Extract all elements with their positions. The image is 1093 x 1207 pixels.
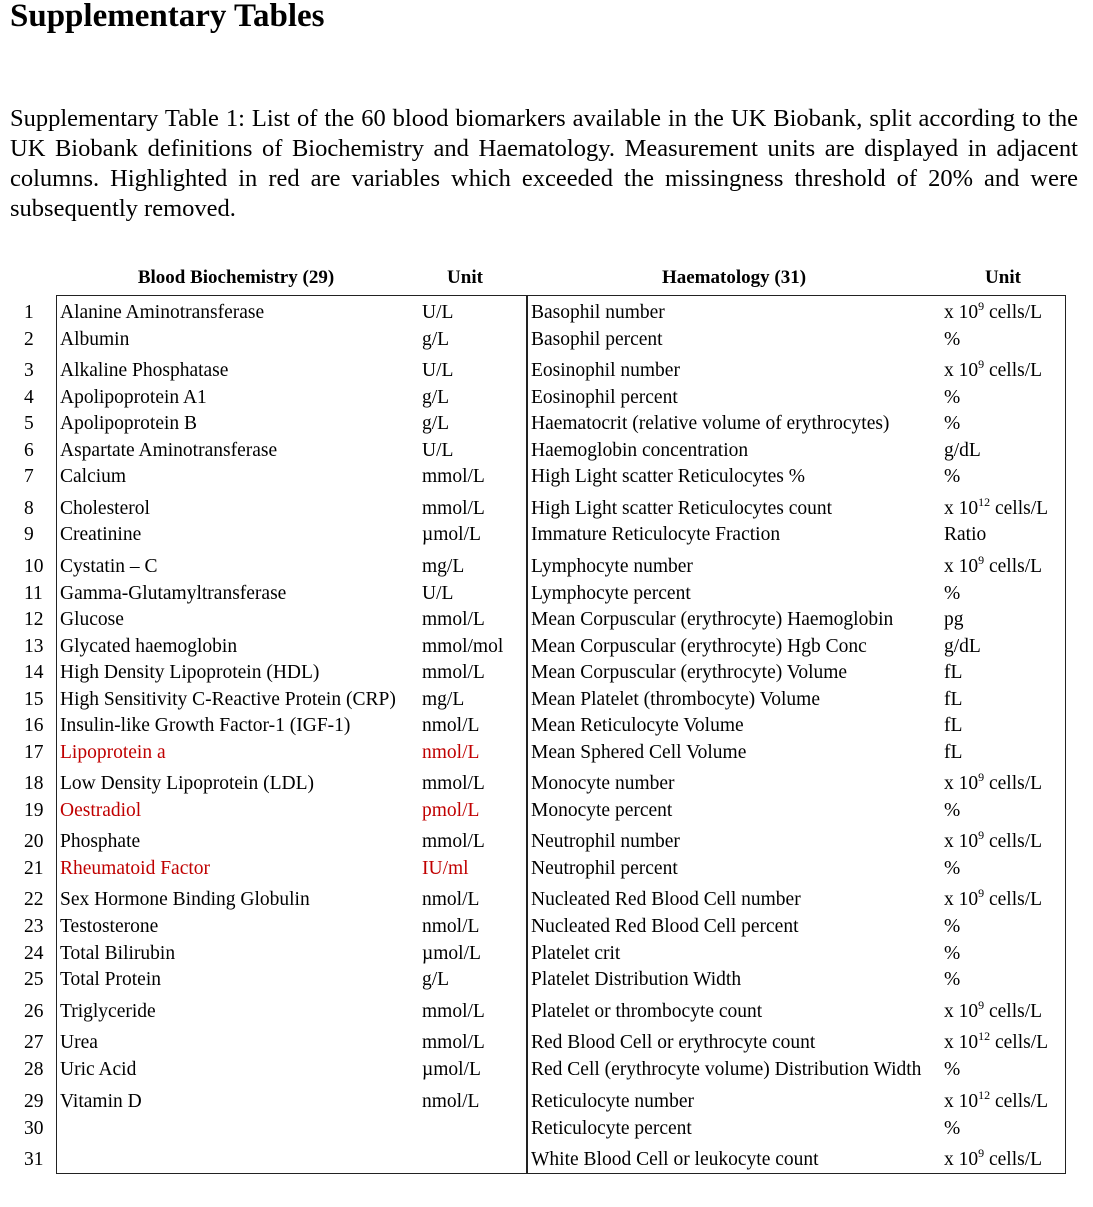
haematology-unit <box>944 660 962 686</box>
haematology-unit <box>944 856 960 882</box>
biochemistry-marker: High Density Lipoprotein (HDL) <box>60 662 320 683</box>
haematology-unit <box>944 464 960 490</box>
table-row <box>0 829 1093 855</box>
haematology-unit <box>944 607 964 633</box>
header-biochemistry: Blood Biochemistry (29) <box>137 267 335 288</box>
unit-suffix: cells/L <box>990 498 1049 519</box>
table-row <box>0 713 1093 739</box>
unit-suffix: cells/L <box>984 773 1043 794</box>
table-row <box>0 740 1093 766</box>
row-number: 29 <box>24 1091 44 1112</box>
table-row <box>0 771 1093 797</box>
row-number: 31 <box>24 1149 44 1170</box>
unit-exponent: 9 <box>978 1146 985 1160</box>
unit-base: x 10 <box>944 498 979 519</box>
row-number: 19 <box>24 800 44 821</box>
haematology-unit <box>944 713 962 739</box>
haematology-unit <box>944 1030 1048 1056</box>
haematology-unit <box>944 1116 960 1142</box>
table-row <box>0 1147 1093 1173</box>
header-haematology-unit: Unit <box>985 267 1021 288</box>
row-number: 14 <box>24 662 44 683</box>
unit-base: % <box>944 387 961 408</box>
unit-base: % <box>944 1059 961 1080</box>
table-row <box>0 300 1093 326</box>
table-row <box>0 798 1093 824</box>
biochemistry-marker: Sex Hormone Binding Globulin <box>60 889 310 910</box>
table-row <box>0 634 1093 660</box>
biochemistry-marker: Alkaline Phosphatase <box>60 360 229 381</box>
biochemistry-marker: High Sensitivity C-Reactive Protein (CRP) <box>60 689 396 710</box>
unit-base: % <box>944 800 961 821</box>
biochemistry-unit: U/L <box>422 360 454 381</box>
biochemistry-unit: mmol/L <box>422 773 485 794</box>
unit-base: fL <box>944 662 963 683</box>
biochemistry-unit: nmol/L <box>422 916 480 937</box>
biochemistry-unit: mmol/mol <box>422 636 504 657</box>
haematology-unit <box>944 829 1042 855</box>
table-row <box>0 554 1093 580</box>
unit-suffix: cells/L <box>984 831 1043 852</box>
haematology-marker: Haemoglobin concentration <box>531 440 749 461</box>
haematology-marker: Platelet crit <box>531 943 621 964</box>
haematology-unit <box>944 771 1042 797</box>
unit-suffix: cells/L <box>984 1149 1043 1170</box>
biochemistry-marker: Creatinine <box>60 524 142 545</box>
row-number: 5 <box>24 413 34 434</box>
unit-exponent: 9 <box>978 886 985 900</box>
table-row <box>0 411 1093 437</box>
biochemistry-marker: Total Bilirubin <box>60 943 176 964</box>
biochemistry-marker: Apolipoprotein B <box>60 413 198 434</box>
biochemistry-marker: Glucose <box>60 609 124 630</box>
unit-base: % <box>944 916 961 937</box>
haematology-marker: Basophil number <box>531 302 665 323</box>
haematology-marker: Monocyte percent <box>531 800 673 821</box>
haematology-marker: Eosinophil percent <box>531 387 678 408</box>
biochemistry-unit: U/L <box>422 583 454 604</box>
haematology-marker: White Blood Cell or leukocyte count <box>531 1149 819 1170</box>
haematology-marker: Platelet or thrombocyte count <box>531 1001 763 1022</box>
biochemistry-unit: nmol/L <box>422 889 480 910</box>
table-row <box>0 581 1093 607</box>
unit-base: g/dL <box>944 636 981 657</box>
haematology-marker: Mean Reticulocyte Volume <box>531 715 744 736</box>
row-number: 28 <box>24 1059 44 1080</box>
biochemistry-unit: mmol/L <box>422 831 485 852</box>
header-biochemistry-unit: Unit <box>447 267 483 288</box>
haematology-unit <box>944 522 986 548</box>
biochemistry-unit: nmol/L <box>422 1091 480 1112</box>
haematology-marker: Immature Reticulocyte Fraction <box>531 524 781 545</box>
table-row <box>0 999 1093 1025</box>
haematology-unit <box>944 740 962 766</box>
row-number: 7 <box>24 466 34 487</box>
biochemistry-unit: µmol/L <box>422 1059 481 1080</box>
unit-base: x 10 <box>944 302 979 323</box>
biochemistry-unit: mg/L <box>422 689 465 710</box>
biochemistry-marker: Insulin-like Growth Factor-1 (IGF-1) <box>60 715 351 736</box>
haematology-unit <box>944 581 960 607</box>
haematology-marker: Mean Corpuscular (erythrocyte) Volume <box>531 662 848 683</box>
biochemistry-unit: U/L <box>422 302 454 323</box>
table-row <box>0 941 1093 967</box>
row-number: 16 <box>24 715 44 736</box>
table-row <box>0 464 1093 490</box>
biochemistry-unit: µmol/L <box>422 524 481 545</box>
biochemistry-marker: Cystatin – C <box>60 556 158 577</box>
unit-suffix: cells/L <box>984 302 1043 323</box>
biochemistry-unit: g/L <box>422 329 450 350</box>
haematology-unit <box>944 687 962 713</box>
row-number: 13 <box>24 636 44 657</box>
biochemistry-marker: Testosterone <box>60 916 159 937</box>
unit-base: x 10 <box>944 1001 979 1022</box>
haematology-unit <box>944 554 1042 580</box>
unit-base: % <box>944 583 961 604</box>
biochemistry-marker: Phosphate <box>60 831 141 852</box>
haematology-unit <box>944 887 1042 913</box>
biochemistry-unit: g/L <box>422 969 450 990</box>
unit-suffix: cells/L <box>984 889 1043 910</box>
haematology-marker: Platelet Distribution Width <box>531 969 742 990</box>
biochemistry-unit: mg/L <box>422 556 465 577</box>
biochemistry-marker: Gamma-Glutamyltransferase <box>60 583 287 604</box>
haematology-unit <box>944 327 960 353</box>
haematology-marker: Red Blood Cell or erythrocyte count <box>531 1032 816 1053</box>
biochemistry-marker: Rheumatoid Factor <box>60 858 211 879</box>
unit-base: x 10 <box>944 773 979 794</box>
unit-base: x 10 <box>944 831 979 852</box>
biochemistry-marker: Lipoprotein a <box>60 742 166 763</box>
table-caption: Supplementary Table 1: List of the 60 blood biomarkers available in the UK Biobank, split according to the UK Biobank definitions of Biochemistry and Haematology. Measurement units are displayed in adjacent columns. Highlighted in red are variables which exceeded the missingness threshold of 20% and were subsequently removed. <box>10 105 1078 222</box>
row-number: 12 <box>24 609 44 630</box>
biochemistry-marker: Alanine Aminotransferase <box>60 302 265 323</box>
biochemistry-marker: Low Density Lipoprotein (LDL) <box>60 773 314 794</box>
haematology-marker: Lymphocyte number <box>531 556 693 577</box>
biochemistry-marker: Cholesterol <box>60 498 150 519</box>
section-heading: Supplementary Tables <box>10 0 325 34</box>
row-number: 10 <box>24 556 44 577</box>
biochemistry-unit: µmol/L <box>422 943 481 964</box>
biochemistry-unit: nmol/L <box>422 742 480 763</box>
haematology-unit <box>944 999 1042 1025</box>
haematology-marker: Reticulocyte percent <box>531 1118 692 1139</box>
biochemistry-unit: mmol/L <box>422 466 485 487</box>
biochemistry-marker: Uric Acid <box>60 1059 137 1080</box>
unit-base: % <box>944 466 961 487</box>
unit-base: pg <box>944 609 964 630</box>
biochemistry-unit: mmol/L <box>422 1032 485 1053</box>
haematology-unit <box>944 1089 1048 1115</box>
haematology-marker: Lymphocyte percent <box>531 583 691 604</box>
unit-exponent: 9 <box>978 998 985 1012</box>
haematology-unit <box>944 798 960 824</box>
unit-base: x 10 <box>944 1032 979 1053</box>
unit-exponent: 9 <box>978 299 985 313</box>
biomarker-table <box>0 264 1093 1194</box>
haematology-unit <box>944 1147 1042 1173</box>
haematology-marker: Nucleated Red Blood Cell percent <box>531 916 799 937</box>
biochemistry-unit: mmol/L <box>422 498 485 519</box>
biochemistry-marker: Total Protein <box>60 969 161 990</box>
row-number: 27 <box>24 1032 44 1053</box>
row-number: 9 <box>24 524 34 545</box>
biochemistry-unit: mmol/L <box>422 609 485 630</box>
unit-base: x 10 <box>944 1091 979 1112</box>
haematology-marker: Red Cell (erythrocyte volume) Distribution Width <box>531 1059 922 1080</box>
unit-base: Ratio <box>944 524 987 545</box>
row-number: 18 <box>24 773 44 794</box>
haematology-unit <box>944 634 981 660</box>
table-row <box>0 1030 1093 1056</box>
unit-base: % <box>944 943 961 964</box>
biochemistry-unit: mmol/L <box>422 1001 485 1022</box>
row-number: 3 <box>24 360 34 381</box>
haematology-unit <box>944 358 1042 384</box>
haematology-unit <box>944 411 960 437</box>
biochemistry-unit: mmol/L <box>422 662 485 683</box>
table-row <box>0 385 1093 411</box>
table-row <box>0 687 1093 713</box>
unit-suffix: cells/L <box>984 1001 1043 1022</box>
row-number: 20 <box>24 831 44 852</box>
row-number: 30 <box>24 1118 44 1139</box>
haematology-marker: High Light scatter Reticulocytes count <box>531 498 833 519</box>
haematology-marker: Monocyte number <box>531 773 675 794</box>
table-row <box>0 914 1093 940</box>
biochemistry-unit: U/L <box>422 440 454 461</box>
haematology-unit <box>944 1057 960 1083</box>
table-row <box>0 522 1093 548</box>
row-number: 6 <box>24 440 34 461</box>
haematology-unit <box>944 385 960 411</box>
unit-base: % <box>944 413 961 434</box>
row-number: 1 <box>24 302 34 323</box>
unit-base: g/dL <box>944 440 981 461</box>
unit-base: x 10 <box>944 360 979 381</box>
unit-base: % <box>944 329 961 350</box>
unit-exponent: 12 <box>978 495 991 509</box>
unit-exponent: 9 <box>978 828 985 842</box>
biochemistry-marker: Glycated haemoglobin <box>60 636 238 657</box>
biochemistry-unit: pmol/L <box>422 800 480 821</box>
haematology-marker: Mean Corpuscular (erythrocyte) Haemoglobin <box>531 609 894 630</box>
unit-exponent: 12 <box>978 1088 991 1102</box>
biochemistry-unit: g/L <box>422 413 450 434</box>
table-row <box>0 438 1093 464</box>
biochemistry-marker: Albumin <box>60 329 130 350</box>
table-row <box>0 967 1093 993</box>
biochemistry-marker: Aspartate Aminotransferase <box>60 440 278 461</box>
row-number: 2 <box>24 329 34 350</box>
table-row <box>0 496 1093 522</box>
haematology-marker: Mean Sphered Cell Volume <box>531 742 747 763</box>
table-row <box>0 856 1093 882</box>
row-number: 17 <box>24 742 44 763</box>
haematology-marker: Haematocrit (relative volume of erythrocytes) <box>531 413 890 434</box>
unit-base: fL <box>944 715 963 736</box>
unit-base: x 10 <box>944 556 979 577</box>
unit-exponent: 9 <box>978 770 985 784</box>
unit-base: % <box>944 858 961 879</box>
row-number: 25 <box>24 969 44 990</box>
table-row <box>0 1057 1093 1083</box>
haematology-marker: High Light scatter Reticulocytes % <box>531 466 806 487</box>
unit-base: fL <box>944 689 963 710</box>
unit-base: x 10 <box>944 889 979 910</box>
biochemistry-marker: Vitamin D <box>60 1091 142 1112</box>
unit-base: % <box>944 969 961 990</box>
row-number: 24 <box>24 943 44 964</box>
table-row <box>0 607 1093 633</box>
haematology-marker: Mean Corpuscular (erythrocyte) Hgb Conc <box>531 636 867 657</box>
biochemistry-unit: g/L <box>422 387 450 408</box>
table-row <box>0 358 1093 384</box>
row-number: 23 <box>24 916 44 937</box>
haematology-unit <box>944 914 960 940</box>
haematology-unit <box>944 300 1042 326</box>
biochemistry-unit: IU/ml <box>422 858 469 879</box>
unit-exponent: 12 <box>978 1029 991 1043</box>
table-row <box>0 887 1093 913</box>
row-number: 15 <box>24 689 44 710</box>
haematology-unit <box>944 438 981 464</box>
haematology-marker: Mean Platelet (thrombocyte) Volume <box>531 689 821 710</box>
row-number: 26 <box>24 1001 44 1022</box>
row-number: 4 <box>24 387 34 408</box>
biochemistry-marker: Apolipoprotein A1 <box>60 387 207 408</box>
unit-suffix: cells/L <box>990 1091 1049 1112</box>
haematology-unit <box>944 941 960 967</box>
row-number: 11 <box>24 583 43 604</box>
unit-suffix: cells/L <box>990 1032 1049 1053</box>
unit-base: x 10 <box>944 1149 979 1170</box>
biochemistry-unit: nmol/L <box>422 715 480 736</box>
table-row <box>0 660 1093 686</box>
unit-base: % <box>944 1118 961 1139</box>
haematology-marker: Nucleated Red Blood Cell number <box>531 889 801 910</box>
table-row <box>0 327 1093 353</box>
haematology-marker: Reticulocyte number <box>531 1091 694 1112</box>
biochemistry-marker: Oestradiol <box>60 800 142 821</box>
unit-base: fL <box>944 742 963 763</box>
unit-exponent: 9 <box>978 553 985 567</box>
table-row <box>0 1116 1093 1142</box>
haematology-marker: Eosinophil number <box>531 360 680 381</box>
biochemistry-marker: Triglyceride <box>60 1001 156 1022</box>
row-number: 8 <box>24 498 34 519</box>
biochemistry-marker: Calcium <box>60 466 127 487</box>
biochemistry-marker: Urea <box>60 1032 98 1053</box>
header-haematology: Haematology (31) <box>661 267 807 288</box>
unit-suffix: cells/L <box>984 360 1043 381</box>
table-row <box>0 1089 1093 1115</box>
row-number: 22 <box>24 889 44 910</box>
row-number: 21 <box>24 858 44 879</box>
haematology-marker: Basophil percent <box>531 329 663 350</box>
haematology-marker: Neutrophil number <box>531 831 680 852</box>
unit-exponent: 9 <box>978 357 985 371</box>
haematology-marker: Neutrophil percent <box>531 858 678 879</box>
haematology-unit <box>944 496 1048 522</box>
unit-suffix: cells/L <box>984 556 1043 577</box>
haematology-unit <box>944 967 960 993</box>
